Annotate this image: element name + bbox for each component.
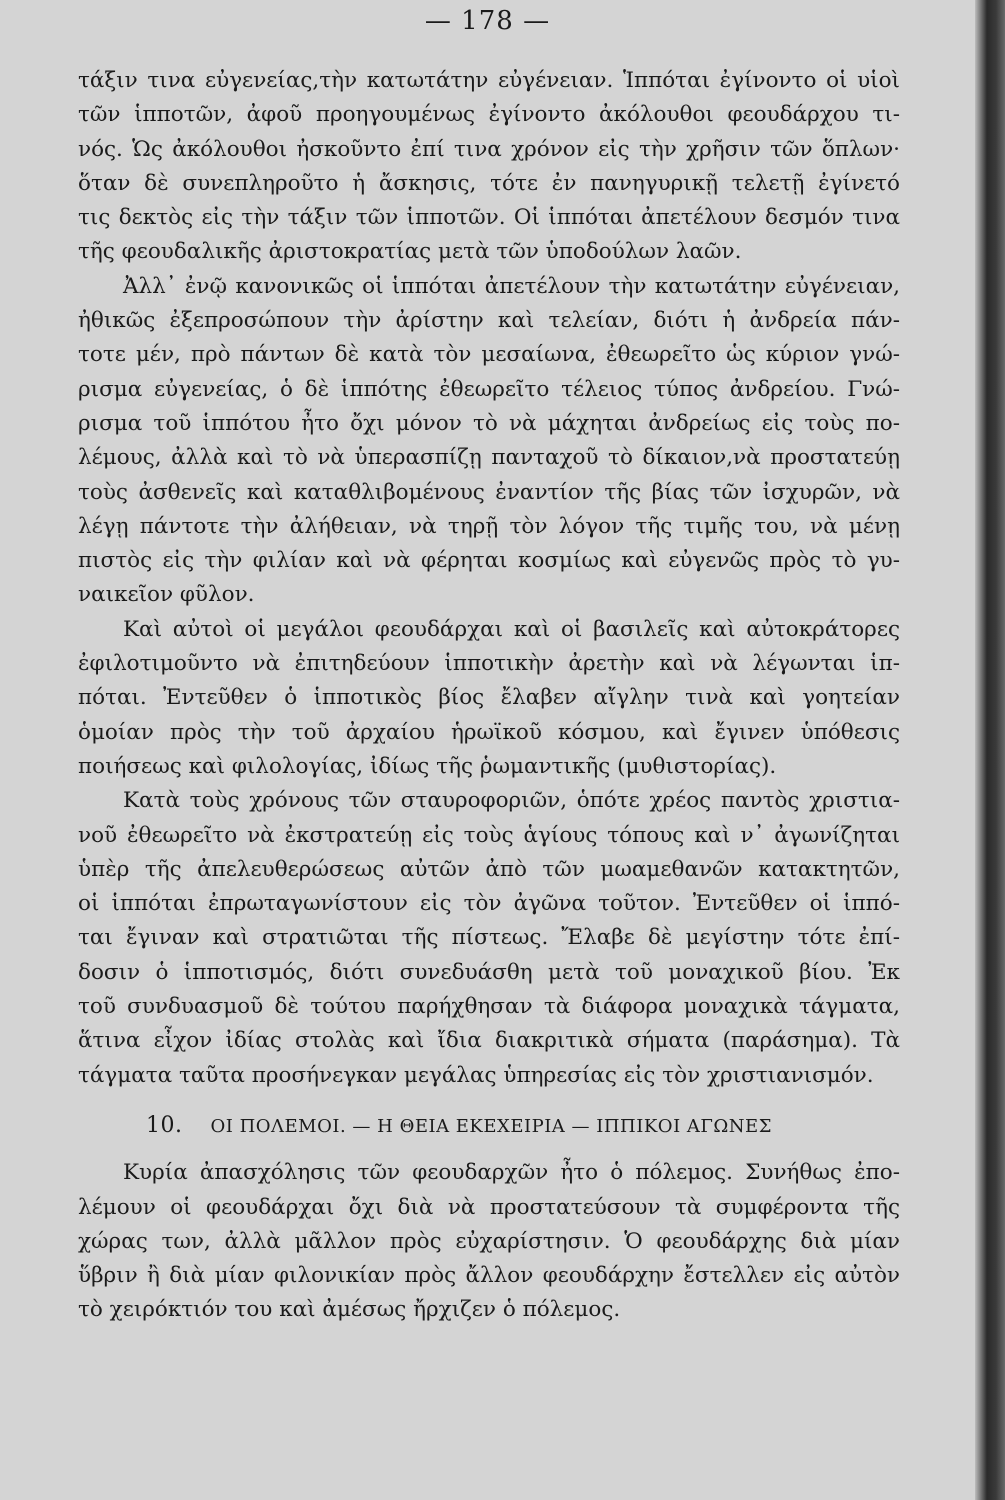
text-line: τῶν ἱπποτῶν, ἀφοῦ προηγουμένως ἐγίνοντο ἀκόλουθοι φεουδάρχου τι-	[78, 102, 900, 128]
paragraph	[78, 784, 900, 1093]
text-line: Ἀλλ᾽ ἐνῷ κανονικῶς οἱ ἱππόται ἀπετέλουν τὴν κατωτάτην εὐγένειαν,	[123, 273, 900, 299]
text-line: Καὶ αὐτοὶ οἱ μεγάλοι φεουδάρχαι καὶ οἱ βασιλεῖς καὶ αὐτοκράτορες	[123, 616, 900, 642]
text-line: ται ἔγιναν καὶ στρατιῶται τῆς πίστεως. Ἔλαβε δὲ μεγίστην τότε ἐπί-	[78, 925, 900, 951]
text-line: πόται. Ἐντεῦθεν ὁ ἱπποτικὸς βίος ἔλαβεν αἴγλην τινὰ καὶ γοητείαν	[78, 685, 900, 711]
text-line: τάξιν τινα εὐγενείας,τὴν κατωτάτην εὐγένειαν. Ἱππόται ἐγίνοντο οἱ υἱοὶ	[78, 68, 900, 93]
text-line: τὸ χειρόκτιόν του καὶ ἀμέσως ἤρχιζεν ὁ πόλεμος.	[78, 1297, 621, 1323]
text-line: ἅτινα εἶχον ἰδίας στολὰς καὶ ἴδια διακριτικὰ σήματα (παράσημα). Τὰ	[78, 1028, 900, 1054]
text-line: λέγῃ πάντοτε τὴν ἀλήθειαν, νὰ τηρῇ τὸν λόγον τῆς τιμῆς του, νὰ μένῃ	[78, 513, 900, 539]
text-line: ὅταν δὲ συνεπληροῦτο ἡ ἄσκησις, τότε ἐν πανηγυρικῇ τελετῇ ἐγίνετό	[78, 170, 900, 196]
page-text	[78, 64, 900, 1328]
section-title: ΟΙ ΠΟΛΕΜΟΙ. — Η ΘΕΙΑ ΕΚΕΧΕΙΡΙΑ — ΙΠΠΙΚΟΙ ΑΓΩΝΕΣ	[210, 1115, 772, 1137]
text-line: χώρας των, ἀλλὰ μᾶλλον πρὸς εὐχαρίστησιν. Ὁ φεουδάρχης διὰ μίαν	[78, 1228, 900, 1254]
text-line: ὁμοίαν πρὸς τὴν τοῦ ἀρχαίου ἡρωϊκοῦ κόσμου, καὶ ἔγινεν ὑπόθεσις	[78, 719, 900, 745]
section-heading	[78, 1109, 900, 1144]
paragraph	[78, 1156, 900, 1327]
text-line: τάγματα ταῦτα προσήνεγκαν μεγάλας ὑπηρεσίας εἰς τὸν χριστιανισμόν.	[78, 1062, 874, 1088]
paragraph	[78, 270, 900, 613]
text-line: ἠθικῶς ἐξεπροσώπουν τὴν ἀρίστην καὶ τελείαν, διότι ἡ ἀνδρεία πάν-	[78, 308, 900, 334]
final-paragraph-container	[78, 1156, 900, 1327]
text-line: νός. Ὡς ἀκόλουθοι ἠσκοῦντο ἐπί τινα χρόνον εἰς τὴν χρῆσιν τῶν ὅπλων·	[78, 136, 900, 162]
paragraph	[78, 613, 900, 784]
text-line: τοὺς ἀσθενεῖς καὶ καταθλιβομένους ἐναντίον τῆς βίας τῶν ἰσχυρῶν, νὰ	[78, 479, 900, 505]
page-edge-shadow	[975, 0, 1005, 1500]
text-line: ρισμα εὐγενείας, ὁ δὲ ἱππότης ἐθεωρεῖτο τέλειος τύπος ἀνδρείου. Γνώ-	[78, 376, 900, 402]
paragraph	[78, 64, 900, 270]
text-line: Κατὰ τοὺς χρόνους τῶν σταυροφοριῶν, ὁπότε χρέος παντὸς χριστια-	[123, 788, 900, 814]
text-line: Κυρία ἀπασχόλησις τῶν φεουδαρχῶν ἦτο ὁ πόλεμος. Συνήθως ἐπο-	[123, 1160, 900, 1186]
text-line: δοσιν ὁ ἱπποτισμός, διότι συνεδυάσθη μετὰ τοῦ μοναχικοῦ βίου. Ἐκ	[78, 959, 900, 985]
page-number: — 178 —	[424, 6, 551, 36]
text-line: τῆς φεουδαλικῆς ἀριστοκρατίας μετὰ τῶν ὑποδούλων λαῶν.	[78, 239, 742, 265]
text-line: λέμουν οἱ φεουδάρχαι ὄχι διὰ νὰ προστατεύσουν τὰ συμφέροντα τῆς	[78, 1194, 900, 1220]
text-line: ὑπὲρ τῆς ἀπελευθερώσεως αὐτῶν ἀπὸ τῶν μωαμεθανῶν κατακτητῶν,	[78, 856, 900, 882]
text-line: ναικεῖον φῦλον.	[78, 582, 255, 608]
section-number: 10.	[146, 1112, 183, 1138]
text-line: ποιήσεως καὶ φιλολογίας, ἰδίως τῆς ῥωμαντικῆς (μυθιστορίας).	[78, 753, 777, 779]
text-line: πιστὸς εἰς τὴν φιλίαν καὶ νὰ φέρηται κοσμίως καὶ εὐγενῶς πρὸς τὸ γυ-	[78, 548, 900, 574]
text-line: ὕβριν ἢ διὰ μίαν φιλονικίαν πρὸς ἄλλον φεουδάρχην ἔστελλεν εἰς αὐτὸν	[78, 1263, 900, 1289]
text-line: οἱ ἱππόται ἐπρωταγωνίστουν εἰς τὸν ἀγῶνα τοῦτον. Ἐντεῦθεν οἱ ἱππό-	[78, 891, 900, 917]
text-line: τις δεκτὸς εἰς τὴν τάξιν τῶν ἱπποτῶν. Οἱ ἱππόται ἀπετέλουν δεσμόν τινα	[78, 205, 900, 231]
text-line: ρισμα τοῦ ἱππότου ἦτο ὄχι μόνον τὸ νὰ μάχηται ἀνδρείως εἰς τοὺς πο-	[78, 410, 900, 436]
text-line: νοῦ ἐθεωρεῖτο νὰ ἐκστρατεύῃ εἰς τοὺς ἁγίους τόπους καὶ ν᾽ ἀγωνίζηται	[78, 822, 900, 848]
body-paragraphs	[78, 64, 900, 1093]
text-line: τοῦ συνδυασμοῦ δὲ τούτου παρήχθησαν τὰ διάφορα μοναχικὰ τάγματα,	[78, 994, 900, 1020]
text-line: ἐφιλοτιμοῦντο νὰ ἐπιτηδεύουν ἱπποτικὴν ἀρετὴν καὶ νὰ λέγωνται ἱπ-	[78, 651, 900, 677]
text-line: λέμους, ἀλλὰ καὶ τὸ νὰ ὑπερασπίζῃ πανταχοῦ τὸ δίκαιον,νὰ προστατεύῃ	[78, 445, 900, 471]
text-line: τοτε μέν, πρὸ πάντων δὲ κατὰ τὸν μεσαίωνα, ἐθεωρεῖτο ὡς κύριον γνώ-	[78, 342, 900, 368]
